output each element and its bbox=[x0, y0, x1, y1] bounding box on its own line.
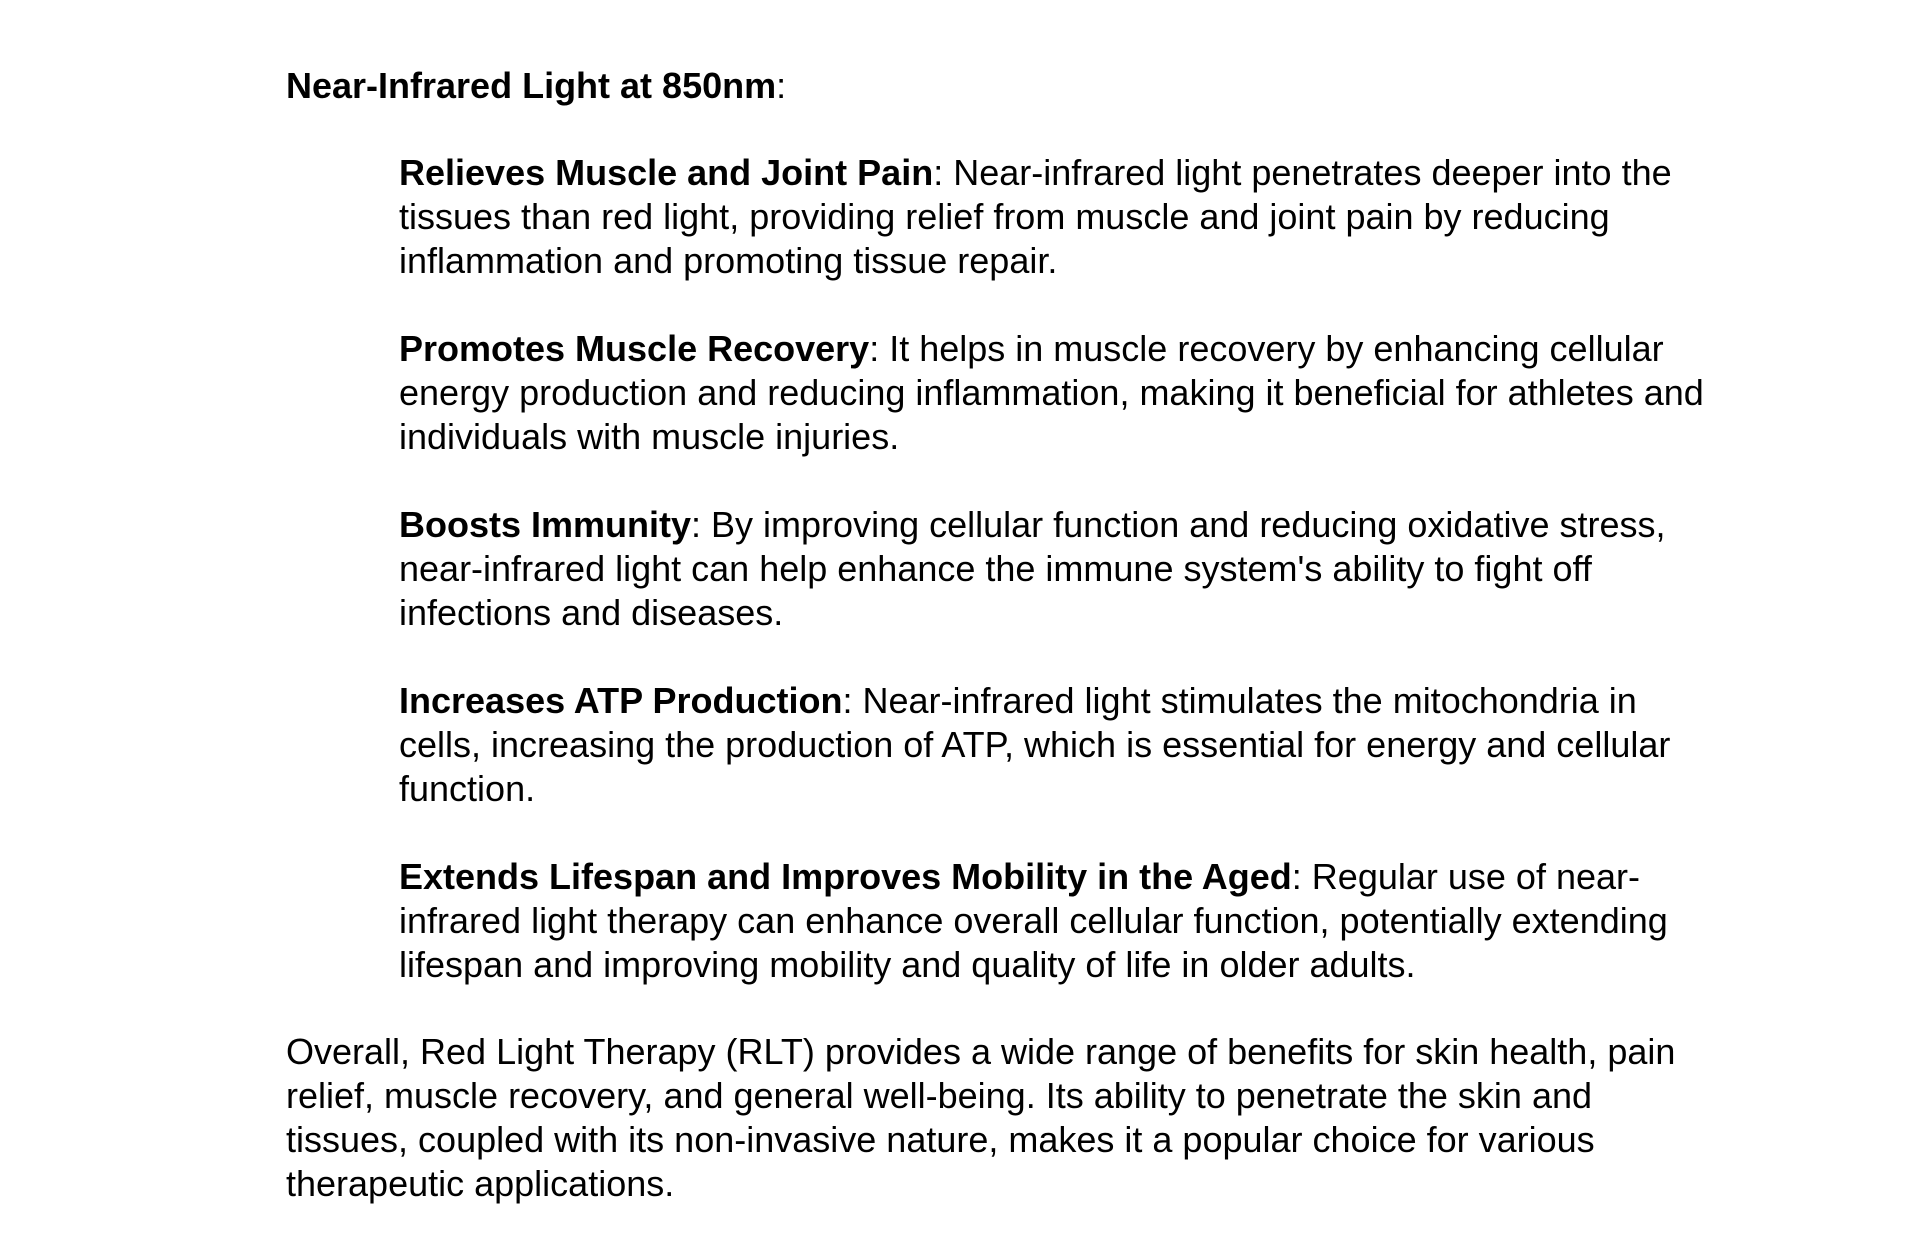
benefit-title: Extends Lifespan and Improves Mobility in the Aged bbox=[399, 856, 1292, 897]
summary-paragraph: Overall, Red Light Therapy (RLT) provides a wide range of benefits for skin health, pain relief, muscle recovery, and general well-being. Its ability to penetrate the skin and tissues, coupled with its non-invasive nature, makes it a popular choice for various therapeutic applications. bbox=[286, 1031, 1676, 1204]
benefit-item bbox=[399, 327, 1719, 459]
benefit-text: : Near-infrared light stimulates the mitochondria in cells, increasing the production of ATP, which is essential for energy and cellular function. bbox=[399, 680, 1671, 809]
benefit-title: Promotes Muscle Recovery bbox=[399, 328, 870, 369]
benefit-text: : Regular use of near-infrared light therapy can enhance overall cellular function, potentially extending lifespan and improving mobility and quality of life in older adults. bbox=[399, 856, 1668, 985]
benefit-item bbox=[399, 151, 1719, 283]
benefit-text: : It helps in muscle recovery by enhancing cellular energy production and reducing inflammation, making it beneficial for athletes and individuals with muscle injuries. bbox=[399, 328, 1704, 457]
benefit-item bbox=[399, 679, 1719, 811]
benefits-list bbox=[399, 151, 1719, 1031]
benefit-item bbox=[399, 855, 1719, 987]
benefit-text: : By improving cellular function and reducing oxidative stress, near-infrared light can help enhance the immune system's ability to fight off infections and diseases. bbox=[399, 504, 1666, 633]
section-heading-suffix: : bbox=[776, 65, 787, 106]
section-heading bbox=[286, 64, 786, 108]
benefit-title: Boosts Immunity bbox=[399, 504, 692, 545]
benefit-text: : Near-infrared light penetrates deeper into the tissues than red light, providing relief from muscle and joint pain by reducing inflammation and promoting tissue repair. bbox=[399, 152, 1672, 281]
benefit-item bbox=[399, 503, 1719, 635]
benefit-title: Relieves Muscle and Joint Pain bbox=[399, 152, 934, 193]
section-heading-title: Near-Infrared Light at 850nm bbox=[286, 65, 777, 106]
benefit-title: Increases ATP Production bbox=[399, 680, 843, 721]
